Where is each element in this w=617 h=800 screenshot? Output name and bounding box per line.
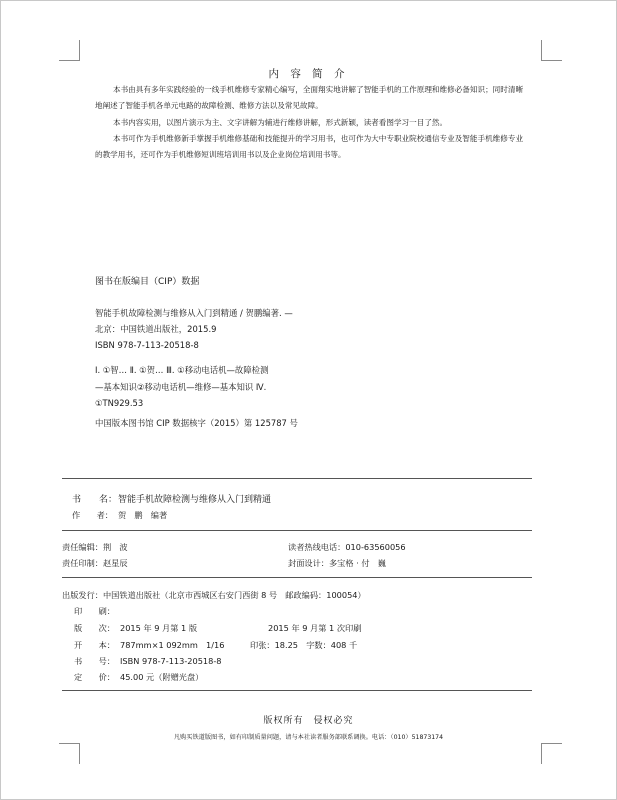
divider bbox=[62, 478, 532, 479]
isbn-row bbox=[74, 656, 222, 667]
price-label: 定 价： bbox=[74, 672, 115, 682]
cip-line: —基本知识②移动电话机—维修—基本知识 Ⅳ. bbox=[95, 382, 267, 392]
isbn-value: ISBN 978-7-113-20518-8 bbox=[120, 656, 222, 666]
editor-label: 责任编辑： bbox=[62, 542, 103, 552]
intro-body bbox=[95, 82, 530, 163]
crop-mark-bottom-left bbox=[59, 743, 80, 764]
author-label: 作 者： bbox=[72, 510, 113, 520]
author-value: 贺 鹏 编著 bbox=[118, 510, 168, 520]
cip-line: Ⅰ. ①智… Ⅱ. ①贺… Ⅲ. ①移动电话机—故障检测 bbox=[95, 365, 269, 375]
publisher-value: 中国铁道出版社（北京市西城区右安门西街 8 号 邮政编码：100054） bbox=[102, 590, 366, 600]
divider bbox=[62, 577, 532, 578]
editor-value: 荆 波 bbox=[102, 542, 128, 552]
cip-line: ①TN929.53 bbox=[95, 398, 144, 408]
intro-paragraph: 本书内容实用，以图片演示为主、文字讲解为辅进行维修讲解，形式新颖，读者看图学习一目了然。 bbox=[113, 117, 448, 127]
cover-design-value: 多宝格 · 付 巍 bbox=[328, 558, 386, 568]
format-value: 787mm×1 092mm 1/16 bbox=[120, 640, 225, 650]
hotline-value: 010-63560056 bbox=[345, 542, 406, 552]
edition-row bbox=[74, 623, 197, 634]
book-name-label: 书 名： bbox=[72, 495, 118, 505]
format-row bbox=[74, 640, 224, 651]
cip-line: 中国版本图书馆 CIP 数据核字（2015）第 125787 号 bbox=[95, 418, 298, 428]
hotline-row bbox=[288, 542, 406, 553]
cip-line: 智能手机故障检测与维修从入门到精通 / 贺鹏编著. — bbox=[95, 308, 293, 318]
editor-row bbox=[62, 542, 128, 553]
publisher-row bbox=[62, 590, 366, 601]
print-editor-label: 责任印制： bbox=[62, 558, 103, 568]
isbn-label: 书 号： bbox=[74, 656, 115, 666]
printer-row bbox=[74, 606, 132, 617]
format-label: 开 本： bbox=[74, 640, 115, 650]
copyright-notice: 版权所有 侵权必究 bbox=[263, 716, 354, 726]
intro-title: 内 容 简 介 bbox=[268, 68, 349, 80]
cover-design-row bbox=[288, 558, 386, 569]
crop-mark-top-left bbox=[59, 40, 80, 61]
printer-label: 印 刷： bbox=[74, 606, 115, 616]
price-row bbox=[74, 672, 203, 683]
cover-design-label: 封面设计： bbox=[288, 558, 329, 568]
sheets-value: 印张：18.25 字数：408 千 bbox=[250, 640, 358, 650]
print-editor-value: 赵星辰 bbox=[102, 558, 128, 568]
intro-paragraph: 本书由具有多年实践经验的一线手机维修专家精心编写，全面翔实地讲解了智能手机的工作原理和维修必备知识；同时清晰地阐述了智能手机各单元电路的故障检测、维修方法以及常见故障。 bbox=[95, 85, 524, 111]
printing-value: 2015 年 9 月第 1 次印刷 bbox=[268, 623, 362, 633]
crop-mark-top-right bbox=[541, 40, 562, 61]
customer-service-notice: 凡购买铁道版图书，如有印制质量问题，请与本社读者服务部联系调换。电话：（010）51873174 bbox=[173, 734, 444, 741]
divider bbox=[62, 530, 532, 531]
cip-heading: 图书在版编目（CIP）数据 bbox=[95, 277, 200, 287]
divider bbox=[62, 690, 532, 691]
price-value: 45.00 元（附赠光盘） bbox=[120, 672, 204, 682]
edition-value: 2015 年 9 月第 1 版 bbox=[120, 623, 198, 633]
edition-label: 版 次： bbox=[74, 623, 115, 633]
publisher-label: 出版发行： bbox=[62, 590, 103, 600]
print-editor-row bbox=[62, 558, 128, 569]
cip-line: 北京：中国铁道出版社，2015.9 bbox=[95, 324, 217, 334]
book-name-value: 智能手机故障检测与维修从入门到精通 bbox=[118, 495, 272, 505]
book-name-row bbox=[72, 492, 271, 505]
author-row bbox=[72, 510, 167, 521]
hotline-label: 读者热线电话： bbox=[288, 542, 346, 552]
crop-mark-bottom-right bbox=[541, 743, 562, 764]
cip-line: ISBN 978-7-113-20518-8 bbox=[95, 340, 199, 350]
intro-paragraph: 本书可作为手机维修新手掌握手机维修基础和技能提升的学习用书，也可作为大中专职业院校通信专业及智能手机维修专业的教学用书，还可作为手机维修短训班培训用书以及企业岗位培训用书等。 bbox=[95, 133, 524, 160]
